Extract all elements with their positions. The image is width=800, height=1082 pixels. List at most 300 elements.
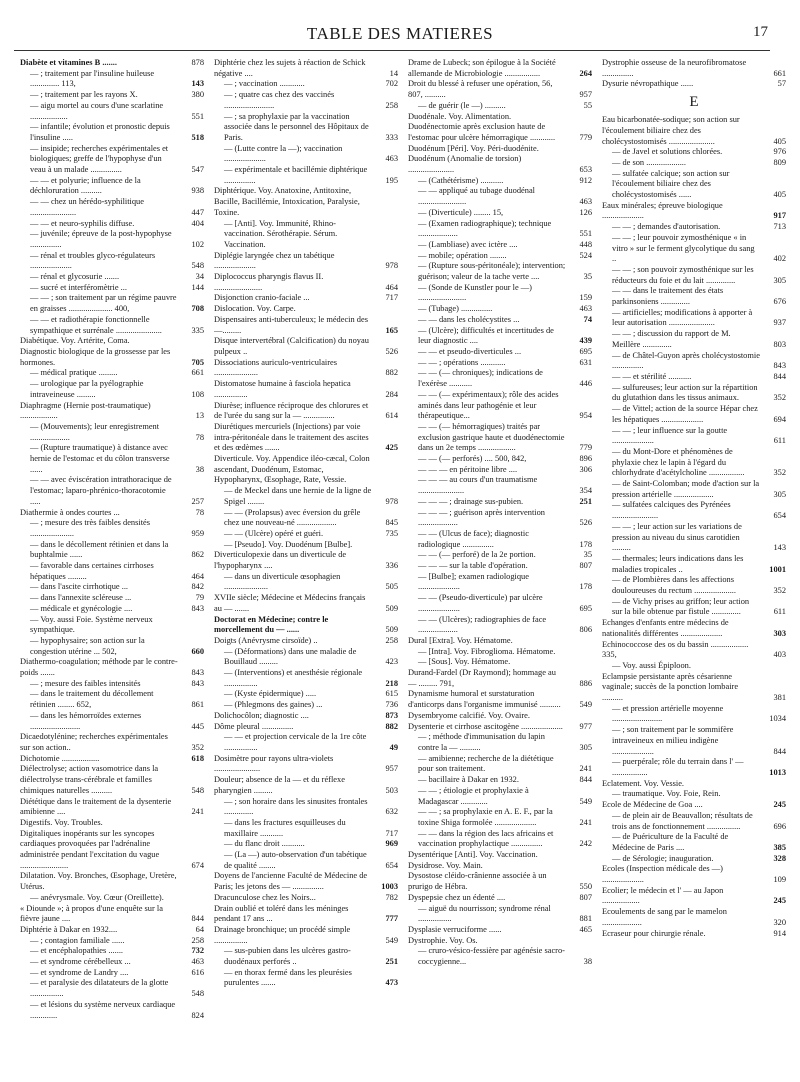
entry-text: Diphtérie à Dakar en 1932.... <box>20 924 118 934</box>
index-entry <box>602 597 786 618</box>
index-entry <box>214 58 398 79</box>
entry-text: — — avec éviscération intrathoracique de l'estomac; laparo-phrénico-thoracotomie ..... <box>30 475 172 506</box>
entry-page-ref: 957 <box>579 90 592 100</box>
entry-page-ref: 463 <box>385 154 398 164</box>
index-entry <box>602 500 786 521</box>
entry-text: — (Diverticule) ........ 15, <box>418 207 504 217</box>
entry-text: Dissociations auriculo-ventriculaires ..................... <box>214 357 338 378</box>
entry-page-ref: 445 <box>191 721 204 731</box>
entry-text: — (Mouvements); leur enregistrement ................... <box>30 421 160 442</box>
entry-page-ref: 618 <box>191 753 204 763</box>
entry-page-ref: 844 <box>773 746 786 756</box>
index-entry <box>602 854 786 865</box>
entry-page-ref: 845 <box>385 518 398 528</box>
entry-text: — en thorax fermé dans les pleurésies purulentes ....... <box>224 967 352 988</box>
index-entry <box>20 561 204 582</box>
entry-text: — artificielles; modifications à apporter à leur autorisation ...................... <box>612 307 753 328</box>
index-entry <box>214 401 398 422</box>
index-entry <box>214 904 398 925</box>
entry-page-ref: 380 <box>191 90 204 100</box>
entry-page-ref: 305 <box>579 743 592 752</box>
entry-text: — hypophysaire; son action sur la congestion utérine ... 502, <box>30 635 145 656</box>
entry-text: — dans le traitement du décollement rétinien ........ 652, <box>30 689 154 710</box>
index-entry <box>214 529 398 540</box>
entry-page-ref: 674 <box>191 860 204 870</box>
entry-page-ref: 447 <box>191 207 204 217</box>
index-entry <box>214 540 398 551</box>
entry-page-ref: 320 <box>773 917 786 927</box>
entry-text: — insipide; recherches expérimentales et biologiques; greffe de l'hypophyse d'un veau à un malade ............... <box>30 143 169 175</box>
entry-page-ref: 144 <box>191 282 204 292</box>
entry-text: — — et neuro-syphilis diffuse. <box>30 218 135 228</box>
index-entry <box>214 272 398 293</box>
index-entry <box>408 572 592 593</box>
entry-text: — dans l'annexite scléreuse ... <box>30 593 132 603</box>
entry-page-ref: 463 <box>579 197 592 207</box>
index-entry <box>602 832 786 853</box>
entry-page-ref: 881 <box>579 914 592 924</box>
entry-text: — anévrysmale. Voy. Cœur (Oreillette). <box>30 892 164 902</box>
entry-page-ref: 1013 <box>769 768 786 777</box>
index-entry <box>20 582 204 593</box>
entry-text: — — (— perforés) .... 500, 842, <box>418 454 527 464</box>
entry-page-ref: 843 <box>773 361 786 371</box>
entry-page-ref: 335 <box>191 325 204 335</box>
index-entry <box>602 661 786 672</box>
entry-text: — aiguë du nourrisson; syndrome rénal ................ <box>418 903 551 924</box>
entry-page-ref: 957 <box>385 764 398 774</box>
entry-page-ref: 102 <box>191 239 204 249</box>
entry-text: — — (— perforé) de la 2e portion. <box>418 550 536 560</box>
entry-text: — juvénile; épreuve de la post-hypophyse ............... <box>30 229 172 249</box>
entry-page-ref: 615 <box>385 689 398 699</box>
entry-text: — [Bulbe]; examen radiologique .................... <box>418 571 529 592</box>
index-entry <box>408 593 592 614</box>
entry-page-ref: 403 <box>773 650 786 660</box>
index-entry <box>20 689 204 710</box>
entry-text: Dystrophie. Voy. Os. <box>408 935 478 945</box>
entry-page-ref: 882 <box>385 368 398 378</box>
entry-text: Dyspepsie chez un édenté .... <box>408 892 506 902</box>
index-entry <box>602 575 786 596</box>
index-entry <box>20 379 204 400</box>
index-entry <box>20 58 204 69</box>
entry-text: — Voy. aussi Épiploon. <box>612 660 691 670</box>
entry-text: — mobile; opération ........ <box>418 250 507 260</box>
entry-text: — de Javel et solutions chlorées. <box>612 147 723 157</box>
index-entry <box>408 711 592 722</box>
entry-page-ref: 109 <box>773 875 786 885</box>
entry-page-ref: 245 <box>773 896 786 906</box>
index-entry <box>408 925 592 936</box>
entry-page-ref: 843 <box>191 603 204 613</box>
index-entry <box>602 79 786 90</box>
entry-text: — de son ................... <box>612 157 686 167</box>
entry-text: — (Interventions) et anesthésie régionale ................ <box>224 668 363 688</box>
index-entry <box>602 447 786 479</box>
entry-text: — sus-pubien dans les ulcères gastro-duodénaux perforés .. <box>224 946 351 967</box>
entry-text: — sulfatée calcique; son action sur l'écoulement biliaire chez des cholécystostomisés ...... <box>612 168 730 200</box>
index-entry <box>602 222 786 233</box>
index-entry <box>408 261 592 282</box>
entry-text: Eaux minérales; épreuve biologique .................... <box>602 200 723 221</box>
entry-page-ref: 696 <box>773 821 786 831</box>
entry-text: — — chez un hérédo-syphilitique ...................... <box>30 197 144 217</box>
entry-page-ref: 38 <box>195 464 204 474</box>
index-entry <box>408 871 592 892</box>
index-entry <box>20 251 204 272</box>
entry-text: Ecolier; le médecin et l' — au Japon .................. <box>602 885 724 906</box>
index-entry <box>20 925 204 936</box>
entry-page-ref: 13 <box>195 411 204 421</box>
entry-text: Diabète et vitamines B ....... <box>20 58 117 67</box>
entry-text: — — ; leur influence sur la goutte .................... <box>612 425 728 446</box>
entry-text: — thermales; leurs indications dans les maladies tropicales .. <box>612 553 744 574</box>
entry-text: — — dans les cholécystites ... <box>418 314 520 324</box>
index-entry <box>214 946 398 967</box>
index-entry <box>408 647 592 658</box>
entry-text: Dysostose cléido-crânienne associée à un prurigo de Hébra. <box>408 871 547 892</box>
index-entry <box>408 561 592 572</box>
index-entry <box>20 657 204 678</box>
index-entry <box>214 79 398 90</box>
entry-text: — bacillaire à Dakar en 1932. <box>418 775 519 785</box>
entry-page-ref: 976 <box>773 147 786 157</box>
entry-text: — favorable dans certaines cirrhoses hépatiques ......... <box>30 561 154 581</box>
entry-page-ref: 405 <box>773 190 786 200</box>
entry-text: — — appliqué au tubage duodénal ....................... <box>418 186 535 207</box>
entry-text: Diurétiques mercuriels (Injections) par voie intra-péritonéale dans le traitement des ascites et des œdèmes ....... <box>214 421 369 453</box>
index-entry <box>214 615 398 636</box>
index-entry <box>20 293 204 314</box>
index-entry <box>408 829 592 850</box>
section-letter: E <box>689 94 699 111</box>
entry-page-ref: 551 <box>191 111 204 121</box>
index-entry <box>20 219 204 230</box>
index-entry <box>20 336 204 347</box>
index-entry <box>20 1000 204 1021</box>
index-entry <box>214 358 398 379</box>
entry-text: — (Kyste épidermique) ..... <box>224 689 317 699</box>
index-entry <box>408 326 592 347</box>
entry-page-ref: 509 <box>385 603 398 613</box>
entry-text: — — (Ulcères); radiographies de face ................... <box>418 614 547 635</box>
index-entry <box>408 122 592 143</box>
index-entry <box>602 115 786 147</box>
entry-page-ref: 526 <box>385 346 398 356</box>
entry-page-ref: 914 <box>773 928 786 938</box>
entry-page-ref: 777 <box>385 914 398 924</box>
entry-text: — — — en péritoine libre .... <box>418 464 518 474</box>
entry-page-ref: 159 <box>579 293 592 303</box>
index-entry <box>20 978 204 999</box>
index-entry <box>214 893 398 904</box>
index-entry <box>20 829 204 872</box>
entry-text: — dans un diverticule œsophagien ..................... <box>224 571 341 592</box>
entry-text: — ; traitement par les rayons X. <box>30 90 138 100</box>
entry-page-ref: 518 <box>191 132 204 142</box>
entry-page-ref: 824 <box>191 1010 204 1020</box>
entry-page-ref: 524 <box>579 250 592 260</box>
entry-text: Dicaedotylénine; recherches expérimentales sur son action.. <box>20 732 168 752</box>
index-entry <box>20 968 204 979</box>
entry-text: — (Phlegmons des gaines) ... <box>224 700 323 710</box>
entry-page-ref: 632 <box>385 807 398 817</box>
entry-text: Eau bicarbonatée-sodique; son action sur l'écoulement biliaire chez des cholécystostomisés ...................... <box>602 115 740 146</box>
index-entry <box>602 233 786 265</box>
entry-text: — (Examen radiographique); technique ................... <box>418 218 552 239</box>
index-entry <box>214 219 398 251</box>
entry-page-ref: 954 <box>579 411 592 421</box>
entry-text: Dracunculose chez les Noirs... <box>214 892 316 902</box>
entry-page-ref: 551 <box>579 229 592 239</box>
entry-text: Ecoles (Inspection médicale des —) .................... <box>602 864 723 885</box>
entry-page-ref: 896 <box>579 454 592 464</box>
entry-text: Dislocation. Voy. Carpe. <box>214 304 296 314</box>
entry-text: — rénal et glycosurie ....... <box>30 272 120 282</box>
entry-page-ref: 74 <box>583 314 592 324</box>
entry-text: Diplégie laryngée chez un tabétique .................... <box>214 250 335 271</box>
entry-text: Diététique dans le traitement de la dysenterie amibienne .... <box>20 796 172 817</box>
entry-text: Distomatose humaine à fasciola hepatica ................ <box>214 379 351 399</box>
entry-page-ref: 732 <box>191 946 204 956</box>
index-entry <box>408 186 592 207</box>
entry-page-ref: 49 <box>389 743 398 752</box>
index-entry <box>214 572 398 593</box>
index-entry <box>602 886 786 907</box>
index-entry <box>602 800 786 811</box>
entry-page-ref: 381 <box>773 693 786 703</box>
index-entry <box>214 186 398 218</box>
index-entry <box>214 593 398 614</box>
index-entry <box>408 946 592 967</box>
entry-page-ref: 108 <box>191 389 204 399</box>
entry-page-ref: 352 <box>773 393 786 403</box>
entry-page-ref: 336 <box>385 561 398 571</box>
index-entry <box>20 871 204 892</box>
index-entry <box>408 657 592 668</box>
entry-text: Dôme pleural ............... <box>214 721 294 731</box>
entry-text: — et syndrome cérébelleux ... <box>30 957 131 967</box>
entry-page-ref: 306 <box>579 464 592 474</box>
entry-page-ref: 1003 <box>381 882 398 892</box>
index-entry <box>408 58 592 79</box>
index-entry <box>214 818 398 839</box>
entry-text: — — et stérilité ........... <box>612 371 692 381</box>
entry-text: — urologique par la pyélographie intraveineuse ......... <box>30 379 144 399</box>
index-entry <box>408 390 592 422</box>
entry-text: — ; contagion familiale ...... <box>30 935 125 945</box>
index-entry <box>602 779 786 790</box>
index-entry <box>20 764 204 796</box>
index-entry <box>602 907 786 928</box>
entry-text: — — ; son traitement par un régime pauvre en graisses ..................... 400, <box>30 293 177 314</box>
index-entry <box>408 144 592 155</box>
index-entry <box>602 404 786 425</box>
index-entry <box>408 240 592 251</box>
entry-text: — (Cathétérisme) ........... <box>418 175 504 185</box>
entry-text: Ecole de Médecine de Goa .... <box>602 800 703 810</box>
entry-page-ref: 305 <box>773 489 786 499</box>
entry-text: Dysembryome calcifié. Voy. Ovaire. <box>408 710 530 720</box>
entry-page-ref: 439 <box>579 336 592 346</box>
entry-page-ref: 550 <box>579 882 592 892</box>
index-entry <box>602 725 786 757</box>
page-title: TABLE DES MATIERES <box>306 24 494 43</box>
entry-page-ref: 463 <box>191 957 204 967</box>
entry-text: — de Puériculture de la Faculté de Médecine de Paris .... <box>612 832 729 852</box>
entry-page-ref: 807 <box>579 892 592 902</box>
index-entry <box>214 315 398 336</box>
entry-text: Diagnostic biologique de la grossesse par les hormones. <box>20 346 171 367</box>
entry-page-ref: 55 <box>583 100 592 110</box>
entry-page-ref: 702 <box>385 79 398 89</box>
entry-page-ref: 79 <box>195 593 204 603</box>
index-entry <box>408 936 592 947</box>
index-entry <box>408 304 592 315</box>
index-entry <box>20 636 204 657</box>
entry-page-ref: 807 <box>579 561 592 571</box>
entry-page-ref: 385 <box>773 842 786 852</box>
index-entry <box>214 550 398 571</box>
entry-text: — puerpérale; rôle du terrain dans l' — ................. <box>612 757 744 777</box>
entry-page-ref: 218 <box>385 678 398 688</box>
entry-page-ref: 735 <box>385 528 398 538</box>
entry-text: — — ; sa prophylaxie en A. E. F., par la toxine Shiga formolée .................... <box>418 807 553 827</box>
entry-text: — — et polyurie; influence de la déchloruration .......... <box>30 175 141 196</box>
index-entry <box>408 722 592 733</box>
index-entry <box>602 426 786 447</box>
entry-page-ref: 549 <box>579 796 592 806</box>
entry-page-ref: 809 <box>773 157 786 167</box>
entry-page-ref: 405 <box>773 136 786 146</box>
index-entry <box>214 925 398 946</box>
index-entry <box>602 372 786 383</box>
index-entry <box>20 475 204 507</box>
index-entry <box>602 789 786 800</box>
entry-text: — (Rupture sous-péritonéale); intervention; guérison; valeur de la tache verte .... <box>418 261 566 282</box>
index-entry <box>20 593 204 604</box>
entry-text: Diphtérie chez les sujets à réaction de Schick négative .... <box>214 58 366 78</box>
entry-text: Dilatation. Voy. Bronches, Œsophage, Uretère, Utérus. <box>20 871 177 892</box>
entry-page-ref: 548 <box>191 989 204 999</box>
entry-text: — et encéphalopathies ....... <box>30 946 124 956</box>
index-entry <box>214 508 398 529</box>
index-entry <box>408 465 592 476</box>
entry-page-ref: 352 <box>191 743 204 752</box>
entry-text: — [Sous]. Voy. Hématome. <box>418 657 511 667</box>
entry-page-ref: 886 <box>579 678 592 688</box>
entry-text: — — et pseudo-diverticules ... <box>418 346 522 356</box>
entry-page-ref: 258 <box>385 635 398 645</box>
entry-page-ref: 245 <box>773 800 786 810</box>
index-entry <box>20 518 204 539</box>
entry-text: Dosimètre pour rayons ultra-violets ...................... <box>214 753 334 774</box>
index-entry <box>214 304 398 315</box>
index-entry <box>408 615 592 636</box>
index-entry <box>20 893 204 904</box>
index-entry <box>214 336 398 357</box>
entry-page-ref: 465 <box>579 924 592 934</box>
index-entry <box>20 229 204 250</box>
index-entry <box>20 754 204 765</box>
index-entry <box>20 272 204 283</box>
entry-text: — amibienne; recherche de la diététique pour son traitement. <box>418 753 554 774</box>
entry-page-ref: 178 <box>579 582 592 592</box>
index-entry <box>20 732 204 753</box>
entry-text: — sucré et interféromètrie ... <box>30 282 127 292</box>
entry-page-ref: 143 <box>773 543 786 553</box>
entry-text: — Voy. aussi Foie. Système nerveux sympathique. <box>30 614 153 635</box>
index-entry <box>214 251 398 272</box>
index-entry <box>20 904 204 925</box>
entry-page-ref: 977 <box>579 721 592 731</box>
entry-page-ref: 195 <box>385 175 398 185</box>
entry-page-ref: 463 <box>579 304 592 314</box>
index-entry <box>602 265 786 286</box>
index-entry <box>20 818 204 829</box>
entry-text: — de Plombières dans les affections douloureuses du rectum .................... <box>612 575 736 596</box>
index-entry <box>20 197 204 218</box>
entry-page-ref: 616 <box>191 967 204 977</box>
entry-page-ref: 873 <box>385 710 398 720</box>
entry-page-ref: 241 <box>579 817 592 827</box>
index-entry <box>20 144 204 176</box>
entry-page-ref: 548 <box>191 785 204 795</box>
entry-text: — ; vaccination ............ <box>224 79 305 89</box>
entry-text: — de plein air de Beauvallon; résultats de trois ans de fonctionnement ................ <box>612 810 753 831</box>
index-entry <box>408 208 592 219</box>
entry-page-ref: 354 <box>579 486 592 496</box>
index-entry <box>214 775 398 796</box>
entry-page-ref: 178 <box>579 539 592 549</box>
index-entry <box>20 604 204 615</box>
entry-page-ref: 861 <box>191 700 204 710</box>
entry-page-ref: 241 <box>191 807 204 817</box>
index-entry <box>214 689 398 700</box>
index-entry <box>214 647 398 668</box>
page-number: 17 <box>753 24 768 40</box>
entry-text: Duodénale. Voy. Alimentation. <box>408 111 512 121</box>
entry-text: Diathermie à ondes courtes ... <box>20 507 120 517</box>
entry-text: — traumatique. Voy. Foie, Rein. <box>612 789 721 799</box>
entry-text: — ; méthode d'immunisation du lapin contre la — .......... <box>418 732 545 752</box>
entry-text: Doctorat en Médecine; contre le morcellement du — ...... <box>214 614 329 635</box>
entry-page-ref: 549 <box>385 935 398 945</box>
entry-page-ref: 35 <box>583 550 592 560</box>
entry-page-ref: 717 <box>385 293 398 303</box>
entry-text: — (Rupture traumatique) à distance avec hernie de l'estomac et du côlon transverse ...... <box>30 443 170 474</box>
index-entry <box>602 757 786 778</box>
index-column-2 <box>214 58 398 989</box>
index-entry <box>214 797 398 818</box>
index-entry <box>408 850 592 861</box>
entry-text: — de Vichy prises au griffon; leur action sur la bile obtenue par fistule .............. <box>612 596 750 617</box>
entry-page-ref: 14 <box>389 68 398 78</box>
index-entry <box>408 454 592 465</box>
index-entry <box>214 722 398 733</box>
entry-text: — — — ; drainage sus-pubien. <box>418 496 524 506</box>
entry-text: — (Lutte contre la —); vaccination .................... <box>224 143 343 164</box>
entry-page-ref: 878 <box>191 58 204 67</box>
entry-text: Dolichocôlon; diagnostic .... <box>214 710 309 720</box>
index-entry <box>20 443 204 475</box>
entry-page-ref: 694 <box>773 414 786 424</box>
entry-text: — (Sonde de Kunstler pour le —) ....................... <box>418 282 532 303</box>
entry-page-ref: 258 <box>191 935 204 945</box>
index-entry <box>214 700 398 711</box>
index-entry <box>408 861 592 872</box>
